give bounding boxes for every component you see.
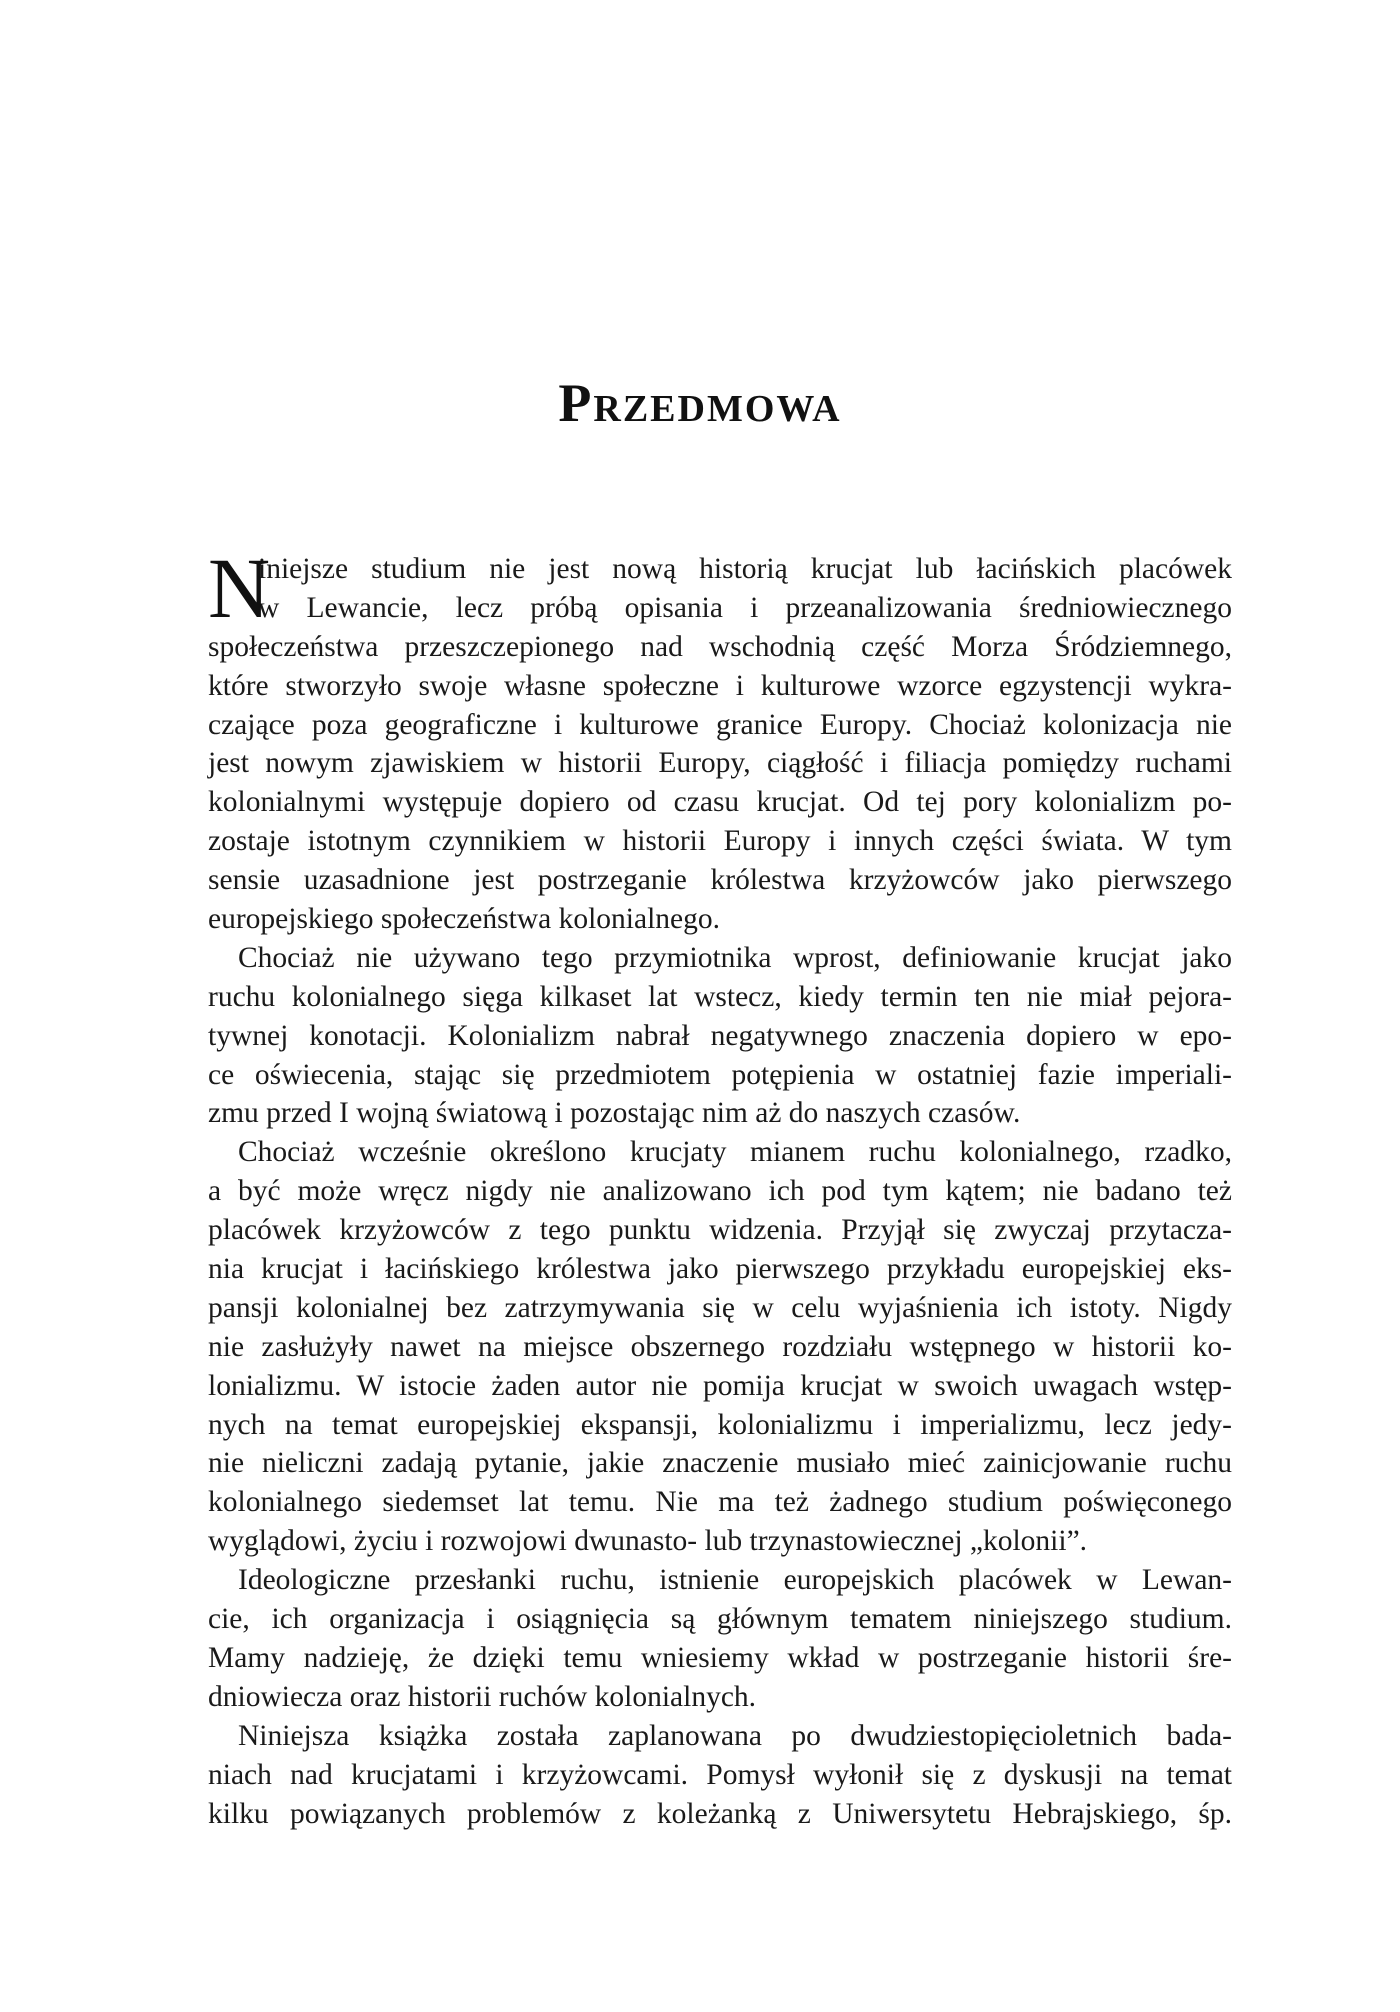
text-line: a być może wręcz nigdy nie analizowano ich pod tym kątem; nie badano też (208, 1175, 1232, 1208)
text-line: społeczeństwa przeszczepionego nad wschodnią część Morza Śródziemnego, (208, 630, 1232, 663)
text-line: ce oświecenia, stając się przedmiotem potępienia w ostatniej fazie imperiali- (208, 1058, 1232, 1091)
text-line: nie nieliczni zadają pytanie, jakie znaczenie musiało mieć zainicjowanie ruchu (208, 1447, 1232, 1480)
text-line: Mamy nadzieję, że dzięki temu wniesiemy wkład w postrzeganie historii śre- (208, 1641, 1232, 1674)
paragraph-1 (208, 540, 1232, 939)
text-line: cie, ich organizacja i osiągnięcia są głównym tematem niniejszego studium. (208, 1603, 1232, 1636)
text-line: iniejsze studium nie jest nową historią krucjat lub łacińskich placówek (258, 553, 1232, 585)
text-line: jest nowym zjawiskiem w historii Europy, ciągłość i filiacja pomiędzy ruchami (208, 747, 1232, 780)
text-line: europejskiego społeczeństwa kolonialnego. (208, 903, 721, 936)
text-line: sensie uzasadnione jest postrzeganie królestwa krzyżowców jako pierwszego (208, 864, 1232, 897)
drop-cap: N (208, 540, 271, 636)
text-line: nie zasłużyły nawet na miejsce obszernego rozdziału wstępnego w historii ko- (208, 1330, 1232, 1363)
text-line: kolonialnymi występuje dopiero od czasu krucjat. Od tej pory kolonializm po- (208, 786, 1232, 819)
text-line: lonializmu. W istocie żaden autor nie pomija krucjat w swoich uwagach wstęp- (208, 1369, 1232, 1402)
text-line: Chociaż nie używano tego przymiotnika wprost, definiowanie krucjat jako (238, 941, 1232, 974)
paragraph-2 (208, 939, 1232, 1133)
text-line: które stworzyło swoje własne społeczne i kulturowe wzorce egzystencji wykra- (208, 669, 1232, 702)
text-line: niach nad krucjatami i krzyżowcami. Pomysł wyłonił się z dyskusji na temat (208, 1758, 1232, 1791)
paragraph-4 (208, 1561, 1232, 1717)
paragraph-5 (208, 1717, 1232, 1834)
text-line: ruchu kolonialnego sięga kilkaset lat wstecz, kiedy termin ten nie miał pejora- (208, 980, 1232, 1013)
text-line: nych na temat europejskiej ekspansji, kolonializmu i imperializmu, lecz jedy- (208, 1408, 1232, 1441)
text-line: wyglądowi, życiu i rozwojowi dwunasto- lub trzynastowiecznej „kolonii”. (208, 1525, 1088, 1558)
paragraph-3 (208, 1133, 1232, 1561)
text-line: Chociaż wcześnie określono krucjaty mianem ruchu kolonialnego, rzadko, (238, 1136, 1232, 1169)
text-line: dniowiecza oraz historii ruchów kolonialnych. (208, 1680, 757, 1713)
text-line: zmu przed I wojną światową i pozostając nim aż do naszych czasów. (208, 1097, 1021, 1130)
body-text (208, 540, 1232, 1833)
text-line: kilku powiązanych problemów z koleżanką z Uniwersytetu Hebrajskiego, śp. (208, 1797, 1232, 1830)
text-line: kolonialnego siedemset lat temu. Nie ma też żadnego studium poświęconego (208, 1486, 1232, 1519)
text-line: pansji kolonialnej bez zatrzymywania się w celu wyjaśnienia ich istoty. Nigdy (208, 1291, 1232, 1324)
page-title: Przedmowa (558, 373, 842, 433)
text-line: placówek krzyżowców z tego punktu widzenia. Przyjął się zwyczaj przytacza- (208, 1214, 1232, 1247)
text-line: tywnej konotacji. Kolonializm nabrał negatywnego znaczenia dopiero w epo- (208, 1019, 1232, 1052)
text-line: Ideologiczne przesłanki ruchu, istnienie europejskich placówek w Lewan- (238, 1564, 1232, 1597)
text-line: w Lewancie, lecz próbą opisania i przeanalizowania średniowiecznego (258, 591, 1232, 624)
text-line: nia krucjat i łacińskiego królestwa jako pierwszego przykładu europejskiej eks- (208, 1253, 1232, 1286)
text-line: zostaje istotnym czynnikiem w historii Europy i innych części świata. W tym (208, 825, 1232, 858)
text-line: Niniejsza książka została zaplanowana po dwudziestopięcioletnich bada- (238, 1719, 1232, 1752)
text-line: czające poza geograficzne i kulturowe granice Europy. Chociaż kolonizacja nie (208, 708, 1232, 741)
